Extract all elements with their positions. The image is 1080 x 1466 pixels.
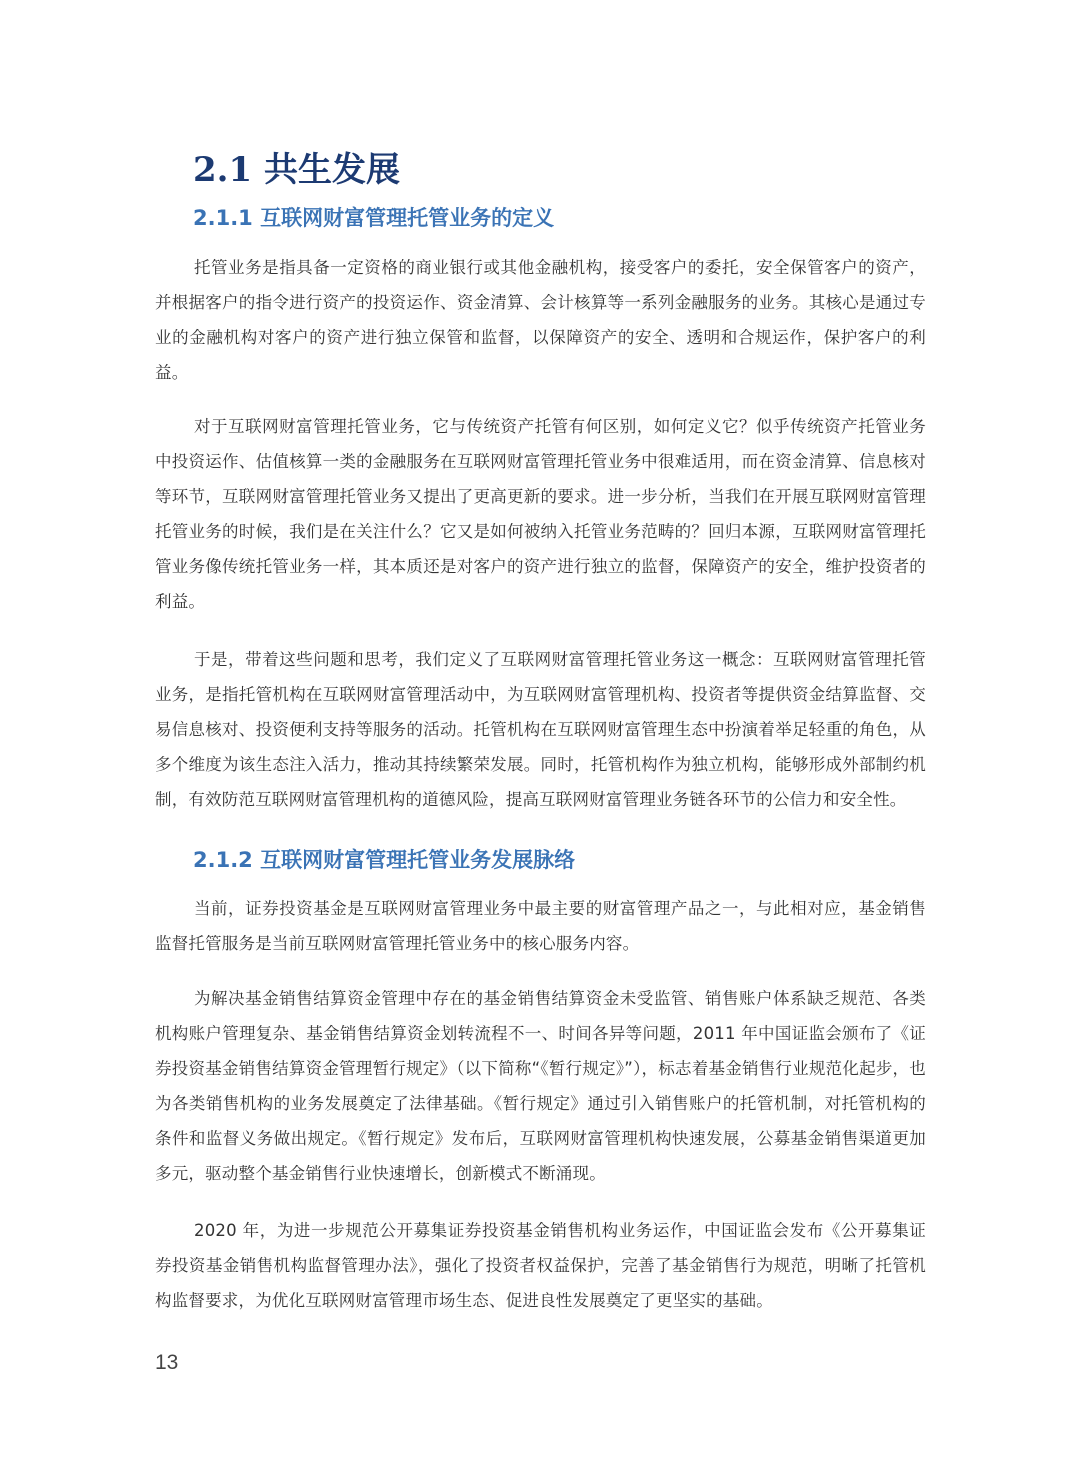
paragraph: 对于互联网财富管理托管业务，它与传统资产托管有何区别，如何定义它？似乎传统资产托管业务中投资运作、估值核算一类的金融服务在互联网财富管理托管业务中很难适用，而在资金清算、信息核对等环节，互联网财富管理托管业务又提出了更高更新的要求。进一步分析，当我们在开展互联网财富管理托管业务的时候，我们是在关注什么？它又是如何被纳入托管业务范畴的？回归本源，互联网财富管理托管业务像传统托管业务一样，其本质还是对客户的资产进行独立的监督，保障资产的安全，维护投资者的利益。 <box>155 417 926 611</box>
paragraph: 当前，证券投资基金是互联网财富管理业务中最主要的财富管理产品之一，与此相对应，基金销售监督托管服务是当前互联网财富管理托管业务中的核心服务内容。 <box>155 899 926 953</box>
paragraph: 托管业务是指具备一定资格的商业银行或其他金融机构，接受客户的委托，安全保管客户的资产，并根据客户的指令进行资产的投资运作、资金清算、会计核算等一系列金融服务的业务。其核心是通过专业的金融机构对客户的资产进行独立保管和监督，以保障资产的安全、透明和合规运作，保护客户的利益。 <box>155 258 926 382</box>
subsection-title-definition: 2.1.1 互联网财富管理托管业务的定义 <box>193 206 555 230</box>
page-number: 13 <box>155 1351 179 1374</box>
subsection-title-history: 2.1.2 互联网财富管理托管业务发展脉络 <box>193 848 576 872</box>
paragraph: 2020 年，为进一步规范公开募集证券投资基金销售机构业务运作，中国证监会发布《公开募集证券投资基金销售机构监督管理办法》，强化了投资者权益保护，完善了基金销售行为规范，明晰了托管机构监督要求，为优化互联网财富管理市场生态、促进良性发展奠定了更坚实的基础。 <box>155 1221 926 1310</box>
paragraph: 于是，带着这些问题和思考，我们定义了互联网财富管理托管业务这一概念：互联网财富管理托管业务，是指托管机构在互联网财富管理活动中，为互联网财富管理机构、投资者等提供资金结算监督、交易信息核对、投资便利支持等服务的活动。托管机构在互联网财富管理生态中扮演着举足轻重的角色，从多个维度为该生态注入活力，推动其持续繁荣发展。同时，托管机构作为独立机构，能够形成外部制约机制，有效防范互联网财富管理机构的道德风险，提高互联网财富管理业务链各环节的公信力和安全性。 <box>155 650 926 809</box>
paragraph: 为解决基金销售结算资金管理中存在的基金销售结算资金未受监管、销售账户体系缺乏规范、各类机构账户管理复杂、基金销售结算资金划转流程不一、时间各异等问题，2011 年中国证监会颁布了《证券投资基金销售结算资金管理暂行规定》（以下简称“《暂行规定》”），标志着基金销售行业规范化起步，也为各类销售机构的业务发展奠定了法律基础。《暂行规定》通过引入销售账户的托管机制，对托管机构的条件和监督义务做出规定。《暂行规定》发布后，互联网财富管理机构快速发展，公募基金销售渠道更加多元，驱动整个基金销售行业快速增长，创新模式不断涌现。 <box>155 989 926 1183</box>
section-title: 2.1 共生发展 <box>193 150 400 190</box>
